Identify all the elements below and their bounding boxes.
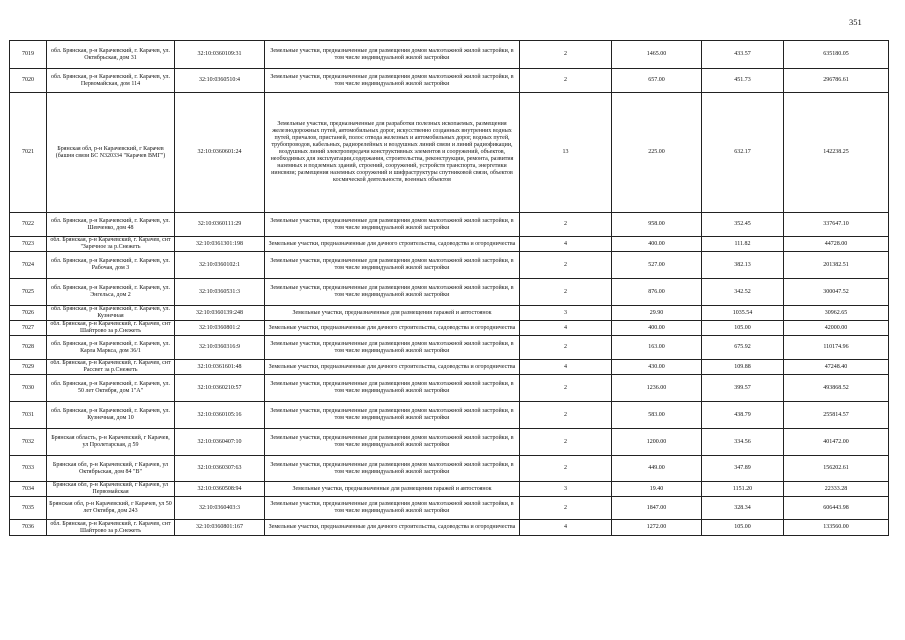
cadastral-value-cell: 300047.52	[784, 279, 889, 306]
table-row	[10, 429, 889, 456]
row-number-cell: 7034	[10, 482, 47, 497]
address-cell: обл. Брянская, р-н Карачевский, г. Карачев, ул. Рабочая, дом 3	[47, 252, 175, 279]
row-number-cell: 7031	[10, 402, 47, 429]
area-cell: 527.00	[612, 252, 702, 279]
cadastral-number-cell: 32:10:0360102:1	[175, 252, 265, 279]
address-cell: Брянская обл, р-н Карачевский, г Карачев, ул Октябрьская, дом 84 "В"	[47, 456, 175, 482]
specific-value-cell: 632.17	[702, 93, 784, 213]
permitted-use-cell: Земельные участки, предназначенные для размещения домов малоэтажной жилой застройки, в том числе индивидуальной жилой застройки	[265, 213, 520, 237]
category-code-cell: 4	[520, 360, 612, 375]
cadastral-value-cell: 201382.51	[784, 252, 889, 279]
table-row	[10, 336, 889, 360]
specific-value-cell: 342.52	[702, 279, 784, 306]
cadastral-number-cell: 32:10:0360407:10	[175, 429, 265, 456]
specific-value-cell: 105.00	[702, 321, 784, 336]
permitted-use-cell: Земельные участки, предназначенные для размещения домов малоэтажной жилой застройки, в том числе индивидуальной жилой застройки	[265, 69, 520, 93]
cadastral-number-cell: 32:10:0360531:3	[175, 279, 265, 306]
cadastral-number-cell: 32:10:0360316:9	[175, 336, 265, 360]
cadastral-value-cell: 30962.65	[784, 306, 889, 321]
row-number-cell: 7025	[10, 279, 47, 306]
permitted-use-cell: Земельные участки, предназначенные для размещения домов малоэтажной жилой застройки, в том числе индивидуальной жилой застройки	[265, 252, 520, 279]
cadastral-number-cell: 32:10:0360801:2	[175, 321, 265, 336]
permitted-use-cell: Земельные участки, предназначенные для размещения домов малоэтажной жилой застройки, в том числе индивидуальной жилой застройки	[265, 402, 520, 429]
permitted-use-cell: Земельные участки, предназначенные для размещения домов малоэтажной жилой застройки, в том числе индивидуальной жилой застройки	[265, 336, 520, 360]
cadastral-number-cell: 32:10:0360601:24	[175, 93, 265, 213]
row-number-cell: 7022	[10, 213, 47, 237]
area-cell: 1200.00	[612, 429, 702, 456]
row-number-cell: 7027	[10, 321, 47, 336]
address-cell: обл. Брянская, р-н Карачевский, г. Карачев, ул. Шевченко, дом 48	[47, 213, 175, 237]
permitted-use-cell: Земельные участки, предназначенные для дачного строительства, садоводства и огородничества	[265, 237, 520, 252]
table-row	[10, 306, 889, 321]
table-row	[10, 237, 889, 252]
table-row	[10, 93, 889, 213]
category-code-cell: 3	[520, 306, 612, 321]
row-number-cell: 7035	[10, 497, 47, 520]
specific-value-cell: 105.00	[702, 520, 784, 536]
specific-value-cell: 111.82	[702, 237, 784, 252]
area-cell: 657.00	[612, 69, 702, 93]
cadastral-value-cell: 401472.00	[784, 429, 889, 456]
area-cell: 1272.00	[612, 520, 702, 536]
cadastral-number-cell: 32:10:0361301:198	[175, 237, 265, 252]
area-cell: 1465.00	[612, 41, 702, 69]
cadastral-value-cell: 337647.10	[784, 213, 889, 237]
category-code-cell: 2	[520, 375, 612, 402]
cadastral-value-cell: 156202.61	[784, 456, 889, 482]
area-cell: 430.00	[612, 360, 702, 375]
category-code-cell: 4	[520, 520, 612, 536]
specific-value-cell: 334.56	[702, 429, 784, 456]
cadastral-value-cell: 296786.61	[784, 69, 889, 93]
specific-value-cell: 328.34	[702, 497, 784, 520]
cadastral-value-cell: 493868.52	[784, 375, 889, 402]
cadastral-value-cell: 255814.57	[784, 402, 889, 429]
cadastral-number-cell: 32:10:0360307:63	[175, 456, 265, 482]
table-row	[10, 252, 889, 279]
category-code-cell: 2	[520, 456, 612, 482]
category-code-cell: 4	[520, 237, 612, 252]
table-row	[10, 402, 889, 429]
table-row	[10, 456, 889, 482]
row-number-cell: 7021	[10, 93, 47, 213]
cadastral-value-cell: 110174.96	[784, 336, 889, 360]
category-code-cell: 4	[520, 321, 612, 336]
area-cell: 1236.00	[612, 375, 702, 402]
table-row	[10, 375, 889, 402]
address-cell: обл. Брянская, р-н Карачевский, г. Карачев, ул. Первомайская, дом 114	[47, 69, 175, 93]
table-row	[10, 321, 889, 336]
cadastral-value-cell: 42000.00	[784, 321, 889, 336]
address-cell: обл. Брянская, р-н Карачевский, г. Карачев, снт Шайтрово за р.Снежеть	[47, 321, 175, 336]
cadastral-number-cell: 32:10:0360139:248	[175, 306, 265, 321]
permitted-use-cell: Земельные участки, предназначенные для размещения гаражей и автостоянок	[265, 306, 520, 321]
cadastral-value-cell: 635180.05	[784, 41, 889, 69]
permitted-use-cell: Земельные участки, предназначенные для дачного строительства, садоводства и огородничества	[265, 321, 520, 336]
specific-value-cell: 451.73	[702, 69, 784, 93]
permitted-use-cell: Земельные участки, предназначенные для размещения домов малоэтажной жилой застройки, в том числе индивидуальной жилой застройки	[265, 456, 520, 482]
permitted-use-cell: Земельные участки, предназначенные для разработки полезных ископаемых, размещения железнодорожных путей, автомобильных дорог, искусственно созданных внутренних водных путей, причалов, пристаней, полос отвода железных и автомобильных дорог, водных путей, трубопроводов, кабельных, радиорелейных и воздушных линий связи и линий радиофикации, воздушных линий электропередачи конструктивных элементов и сооружений, объектов, необходимых для эксплуатации,содержания, строительства, реконструкции, ремонта, развития наземных и подземных зданий, строений, сооружений, устройств транспорта, энергетики иинсвязи; размещения наземных сооружений и шифраструктуры спутниковой связи, объектов космической деятельности, военных объектов	[265, 93, 520, 213]
row-number-cell: 7028	[10, 336, 47, 360]
cadastral-number-cell: 32:10:0360510:4	[175, 69, 265, 93]
specific-value-cell: 1035.54	[702, 306, 784, 321]
area-cell: 400.00	[612, 237, 702, 252]
address-cell: Брянская обл, р-н Карачевский, г Карачев, ул 50 лет Октября, дом 243	[47, 497, 175, 520]
row-number-cell: 7020	[10, 69, 47, 93]
table-row	[10, 41, 889, 69]
table-row	[10, 213, 889, 237]
permitted-use-cell: Земельные участки, предназначенные для размещения домов малоэтажной жилой застройки, в том числе индивидуальной жилой застройки	[265, 497, 520, 520]
row-number-cell: 7023	[10, 237, 47, 252]
cadastral-number-cell: 32:10:0360109:31	[175, 41, 265, 69]
area-cell: 29.90	[612, 306, 702, 321]
area-cell: 1847.00	[612, 497, 702, 520]
permitted-use-cell: Земельные участки, предназначенные для размещения домов малоэтажной жилой застройки, в том числе индивидуальной жилой застройки	[265, 279, 520, 306]
table-row	[10, 360, 889, 375]
row-number-cell: 7026	[10, 306, 47, 321]
cadastral-number-cell: 32:10:0360508:94	[175, 482, 265, 497]
address-cell: обл. Брянская, р-н Карачевский, г. Карачев, ул. Октябрьская, дом 31	[47, 41, 175, 69]
cadastral-value-cell: 606443.98	[784, 497, 889, 520]
category-code-cell: 2	[520, 402, 612, 429]
table-row	[10, 279, 889, 306]
specific-value-cell: 382.13	[702, 252, 784, 279]
category-code-cell: 2	[520, 41, 612, 69]
address-cell: обл. Брянская, р-н Карачевский, г. Карачев, ул. 50 лет Октября, дом 1"А"	[47, 375, 175, 402]
row-number-cell: 7024	[10, 252, 47, 279]
land-plot-registry-table	[9, 40, 889, 536]
permitted-use-cell: Земельные участки, предназначенные для размещения домов малоэтажной жилой застройки, в том числе индивидуальной жилой застройки	[265, 429, 520, 456]
table-row	[10, 520, 889, 536]
row-number-cell: 7029	[10, 360, 47, 375]
specific-value-cell: 352.45	[702, 213, 784, 237]
address-cell: обл. Брянская, р-н Карачевский, г. Карачев, ул. Кузнечная	[47, 306, 175, 321]
address-cell: обл. Брянская, р-н Карачевский, г. Карачев, ул. Энгельса, дом 2	[47, 279, 175, 306]
specific-value-cell: 109.88	[702, 360, 784, 375]
cadastral-number-cell: 32:10:0360210:57	[175, 375, 265, 402]
cadastral-number-cell: 32:10:0361601:48	[175, 360, 265, 375]
registry-table-body	[10, 41, 889, 536]
area-cell: 163.00	[612, 336, 702, 360]
address-cell: обл. Брянская, р-н Карачевский, г. Карачев, снт Шайтрово за р.Снежеть	[47, 520, 175, 536]
row-number-cell: 7032	[10, 429, 47, 456]
address-cell: обл. Брянская, р-н Карачевский, г. Карачев, ул. Кузнечная, дом 10	[47, 402, 175, 429]
area-cell: 583.00	[612, 402, 702, 429]
cadastral-value-cell: 47248.40	[784, 360, 889, 375]
permitted-use-cell: Земельные участки, предназначенные для дачного строительства, садоводства и огородничества	[265, 360, 520, 375]
address-cell: обл. Брянская, р-н Карачевский, г. Карачев, ул. Карла Маркса, дом 36/1	[47, 336, 175, 360]
specific-value-cell: 347.89	[702, 456, 784, 482]
cadastral-number-cell: 32:10:0360403:3	[175, 497, 265, 520]
specific-value-cell: 1151.20	[702, 482, 784, 497]
row-number-cell: 7019	[10, 41, 47, 69]
cadastral-number-cell: 32:10:0360801:167	[175, 520, 265, 536]
category-code-cell: 2	[520, 279, 612, 306]
specific-value-cell: 438.79	[702, 402, 784, 429]
category-code-cell: 2	[520, 497, 612, 520]
area-cell: 958.00	[612, 213, 702, 237]
cadastral-value-cell: 142238.25	[784, 93, 889, 213]
category-code-cell: 2	[520, 336, 612, 360]
table-row	[10, 482, 889, 497]
area-cell: 19.40	[612, 482, 702, 497]
category-code-cell: 2	[520, 252, 612, 279]
category-code-cell: 2	[520, 69, 612, 93]
permitted-use-cell: Земельные участки, предназначенные для дачного строительства, садоводства и огородничества	[265, 520, 520, 536]
category-code-cell: 13	[520, 93, 612, 213]
specific-value-cell: 399.57	[702, 375, 784, 402]
permitted-use-cell: Земельные участки, предназначенные для размещения домов малоэтажной жилой застройки, в том числе индивидуальной жилой застройки	[265, 41, 520, 69]
specific-value-cell: 433.57	[702, 41, 784, 69]
table-row	[10, 69, 889, 93]
row-number-cell: 7030	[10, 375, 47, 402]
cadastral-value-cell: 44728.00	[784, 237, 889, 252]
address-cell: Брянская обл, р-н Карачевский, г Карачев, ул Первомайская	[47, 482, 175, 497]
address-cell: Брянская обл, р-н Карачевский, г Карачев (башня связи БС N320334 "Карачев ВМГ")	[47, 93, 175, 213]
specific-value-cell: 675.92	[702, 336, 784, 360]
permitted-use-cell: Земельные участки, предназначенные для размещения домов малоэтажной жилой застройки, в том числе индивидуальной жилой застройки	[265, 375, 520, 402]
cadastral-number-cell: 32:10:0360111:29	[175, 213, 265, 237]
row-number-cell: 7036	[10, 520, 47, 536]
address-cell: обл. Брянская, р-н Карачевский, г. Карачев, снт Рассвет за р.Снежеть	[47, 360, 175, 375]
cadastral-value-cell: 133560.00	[784, 520, 889, 536]
cadastral-value-cell: 22333.28	[784, 482, 889, 497]
area-cell: 225.00	[612, 93, 702, 213]
area-cell: 876.00	[612, 279, 702, 306]
table-row	[10, 497, 889, 520]
area-cell: 449.00	[612, 456, 702, 482]
permitted-use-cell: Земельные участки, предназначенные для размещения гаражей и автостоянок	[265, 482, 520, 497]
cadastral-number-cell: 32:10:0360105:16	[175, 402, 265, 429]
address-cell: Брянская область, р-н Карачевский, г Карачев, ул Пролетарская, д 59	[47, 429, 175, 456]
area-cell: 400.00	[612, 321, 702, 336]
category-code-cell: 2	[520, 213, 612, 237]
address-cell: обл. Брянская, р-н Карачевский, г. Карачев, снт "Заречное за р.Снежеть	[47, 237, 175, 252]
category-code-cell: 2	[520, 429, 612, 456]
row-number-cell: 7033	[10, 456, 47, 482]
category-code-cell: 3	[520, 482, 612, 497]
page-number: 351	[849, 17, 862, 27]
